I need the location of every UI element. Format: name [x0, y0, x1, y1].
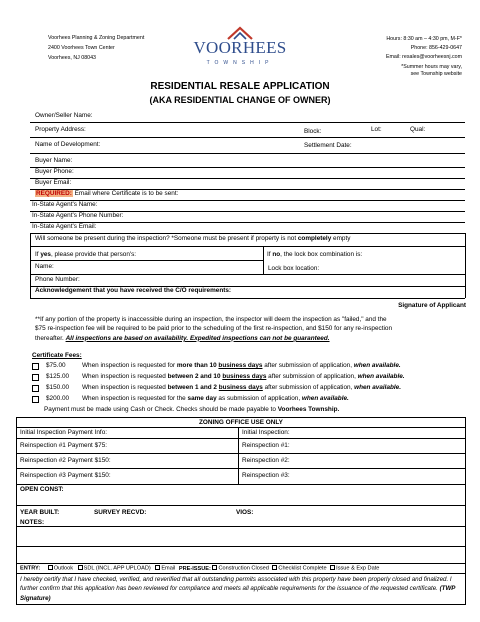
if-no-label: If no, the lock box combination is:	[267, 251, 363, 258]
year-built-label: YEAR BUILT:	[20, 509, 60, 516]
construction-closed-checkbox[interactable]	[212, 565, 217, 570]
fee-checkbox-125[interactable]	[32, 374, 39, 381]
agent-phone-label: In-State Agent's Phone Number:	[32, 212, 124, 219]
office-use-heading: ZONING OFFICE USE ONLY	[199, 419, 283, 426]
entry-row: ENTRY: Outlook SDL (INCL. APP UPLOAD) Email PRE-ISSUE: Construction Closed Checklist Complete Issue & Exp Date	[20, 565, 380, 572]
fee-row-75: $75.00 When inspection is requested for more than 10 business days after submission of application, when available.	[46, 362, 401, 369]
agent-name-label: In-State Agent's Name:	[32, 201, 98, 208]
payment-note: Payment must be made using Cash or Check. Checks should be made payable to Voorhees Township.	[44, 406, 340, 413]
summer-note-1: *Summer hours may vary,	[401, 64, 462, 70]
reinspection-2-payment-label: Reinspection #2 Payment $150:	[20, 457, 111, 464]
dept-address-line1: 2400 Voorhees Town Center	[48, 45, 115, 51]
survey-recvd-label: SURVEY RECVD:	[94, 509, 147, 516]
initial-inspection-label: Initial Inspection:	[242, 429, 290, 436]
block-label: Block:	[304, 128, 322, 135]
reinspection-1-payment-label: Reinspection #1 Payment $75:	[20, 442, 108, 449]
initial-payment-label: Initial Inspection Payment Info:	[20, 429, 108, 436]
person-phone-label: Phone Number:	[35, 276, 80, 283]
logo-wordmark: VOORHEES	[193, 38, 287, 57]
lot-label: Lot:	[371, 126, 382, 133]
fee-checkbox-150[interactable]	[32, 385, 39, 392]
township-logo	[192, 25, 288, 75]
reinspection-3-payment-label: Reinspection #3 Payment $150:	[20, 472, 111, 479]
fees-heading: Certificate Fees:	[32, 352, 82, 359]
checklist-complete-checkbox[interactable]	[272, 565, 277, 570]
outlook-checkbox[interactable]	[48, 565, 53, 570]
required-email-row	[35, 190, 178, 198]
development-label: Name of Development:	[35, 141, 101, 148]
fee-checkbox-75[interactable]	[32, 363, 39, 370]
required-tag: REQUIRED:	[36, 190, 72, 197]
dept-name: Voorhees Planning & Zoning Department	[48, 35, 145, 41]
issue-exp-checkbox[interactable]	[330, 565, 335, 570]
vios-label: VIOS:	[236, 509, 254, 516]
buyer-phone-label: Buyer Phone:	[35, 168, 74, 175]
open-const-label: OPEN CONST:	[20, 486, 64, 493]
settlement-label: Settlement Date:	[304, 142, 352, 149]
lockbox-location-label: Lock box location:	[268, 265, 320, 272]
buyer-name-label: Buyer Name:	[35, 157, 73, 164]
certification-statement: I hereby certify that I have checked, verified, and reverified that all outstanding permits associated with this property have been properly closed and finalized. I further confirm that this application has been reviewed for compliance and meets all applicable requirements for the issuance of the requested certificate. (TWP Signature)	[20, 576, 456, 602]
fee-row-150: $150.00 When inspection is requested between 1 and 2 business days after submission of application, when available.	[46, 384, 402, 391]
office-phone: Phone: 856-429-0647	[410, 45, 462, 51]
dept-address-line2: Voorhees, NJ 08043	[48, 55, 97, 61]
if-yes-label: If yes, please provide that person's:	[35, 251, 137, 258]
present-question: Will someone be present during the inspection? *Someone must be present if property is not completely empty	[35, 235, 351, 242]
signature-label: Signature of Applicant	[398, 302, 466, 309]
buyer-email-label: Buyer Email:	[35, 179, 72, 186]
property-address-label: Property Address:	[35, 126, 86, 133]
inspection-notice: **If any portion of the property is inaccessible during an inspection, the inspector will deem the inspection as "failed," and the $75 re-inspection fee will be required to be paid prior to the scheduling of the first re-inspection, and $150 for any re-inspection thereafter. All inspections are based on availability. Expedited inspections can not be guaranteed.	[35, 316, 393, 342]
sdl-checkbox[interactable]	[78, 565, 83, 570]
notes-label: NOTES:	[20, 519, 45, 526]
ack-label: Acknowledgement that you have received the C/O requirements:	[35, 287, 232, 294]
fee-checkbox-200[interactable]	[32, 396, 39, 403]
fee-row-125: $125.00 When inspection is requested between 2 and 10 business days after submission of application, when available.	[46, 373, 405, 380]
logo-subword: TOWNSHIP	[206, 60, 274, 66]
owner-label: Owner/Seller Name:	[35, 112, 93, 119]
agent-email-label: In-State Agent's Email:	[32, 223, 97, 230]
form-subtitle: (AKA RESIDENTIAL CHANGE OF OWNER)	[149, 95, 331, 105]
reinspection-2-label: Reinspection #2:	[242, 457, 290, 464]
person-name-label: Name:	[35, 263, 54, 270]
form-title: RESIDENTIAL RESALE APPLICATION	[150, 81, 330, 92]
qual-label: Qual:	[410, 126, 426, 133]
office-email: Email: resales@voorheesnj.com	[385, 54, 462, 60]
fee-row-200: $200.00 When inspection is requested for the same day as submission of application, when available.	[46, 395, 349, 402]
reinspection-1-label: Reinspection #1:	[242, 442, 290, 449]
reinspection-3-label: Reinspection #3:	[242, 472, 290, 479]
office-hours: Hours: 8:30 am – 4:30 pm, M-F*	[386, 36, 462, 42]
required-email-label: Email where Certificate is to be sent:	[72, 190, 179, 197]
summer-note-2: see Township website	[410, 71, 462, 77]
email-checkbox[interactable]	[155, 565, 160, 570]
